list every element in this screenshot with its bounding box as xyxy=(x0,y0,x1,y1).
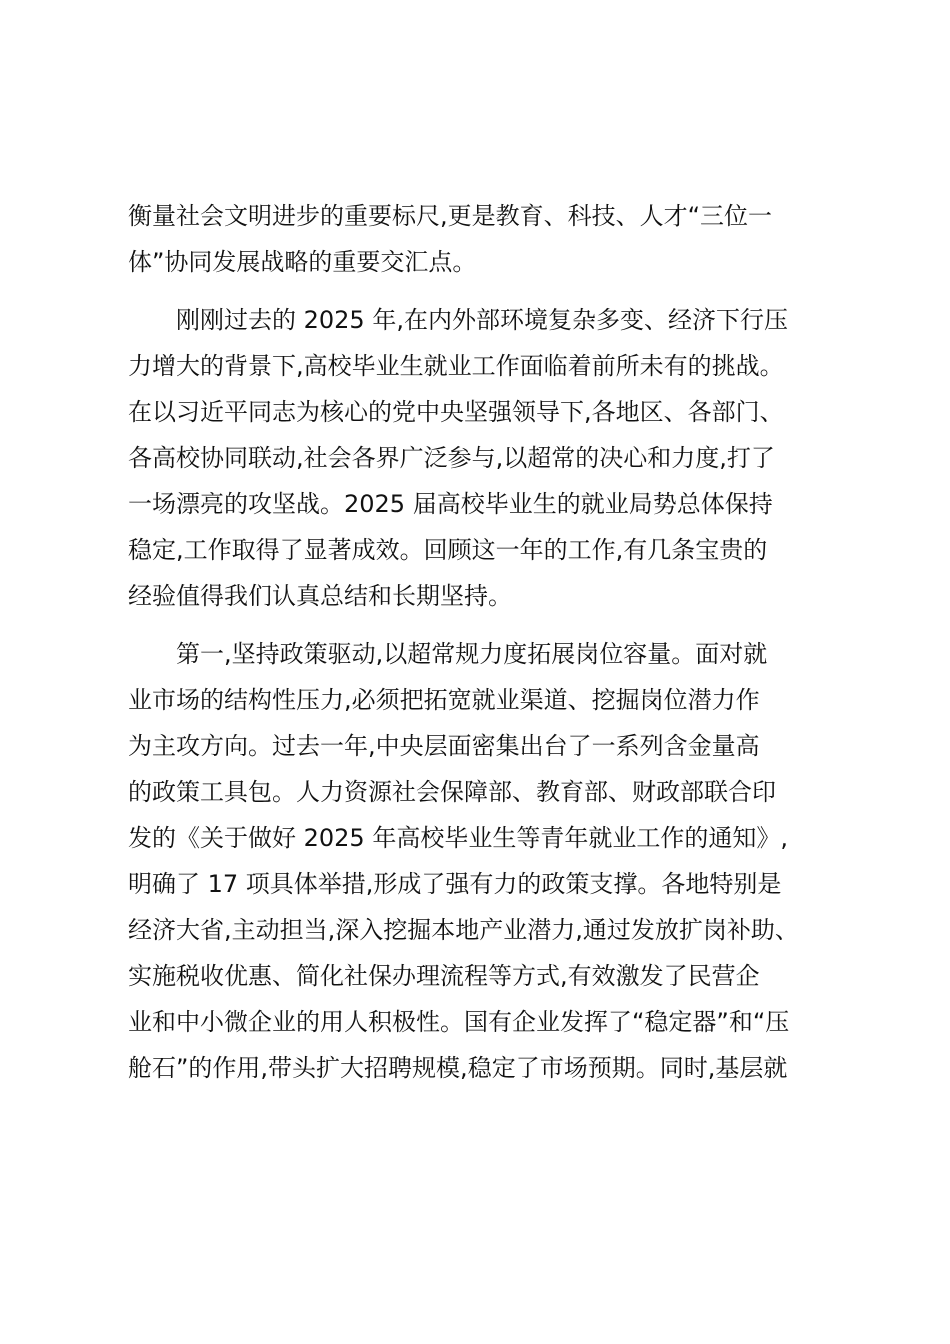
text-line: 力增大的背景下,高校毕业生就业工作面临着前所未有的挑战。 xyxy=(128,352,784,380)
text-line: 各高校协同联动,社会各界广泛参与,以超常的决心和力度,打了 xyxy=(128,444,775,472)
text-line: 业和中小微企业的用人积极性。国有企业发挥了“稳定器”和“压 xyxy=(128,1008,790,1036)
paragraph-2 xyxy=(128,297,848,619)
text-line: 在以习近平同志为核心的党中央坚强领导下,各地区、各部门、 xyxy=(128,398,784,426)
text-line: 舱石”的作用,带头扩大招聘规模,稳定了市场预期。同时,基层就 xyxy=(128,1054,788,1082)
text-line: 业市场的结构性压力,必须把拓宽就业渠道、挖掘岗位潜力作 xyxy=(128,686,760,714)
text-line: 经济大省,主动担当,深入挖掘本地产业潜力,通过发放扩岗补助、 xyxy=(128,916,799,944)
text-line: 为主攻方向。过去一年,中央层面密集出台了一系列含金量高 xyxy=(128,732,760,760)
text-line: 一场漂亮的攻坚战。2025 届高校毕业生的就业局势总体保持 xyxy=(128,490,773,518)
text-line: 发的《关于做好 2025 年高校毕业生等青年就业工作的通知》, xyxy=(128,824,788,852)
paragraph-1 xyxy=(128,193,848,285)
text-line: 衡量社会文明进步的重要标尺,更是教育、科技、人才“三位一 xyxy=(128,202,773,230)
text-line: 体”协同发展战略的重要交汇点。 xyxy=(128,248,477,276)
text-line: 稳定,工作取得了显著成效。回顾这一年的工作,有几条宝贵的 xyxy=(128,536,768,564)
text-line: 明确了 17 项具体举措,形成了强有力的政策支撑。各地特别是 xyxy=(128,870,782,898)
paragraph-3 xyxy=(128,631,848,1091)
text-line: 实施税收优惠、简化社保办理流程等方式,有效激发了民营企 xyxy=(128,962,760,990)
body-text xyxy=(128,193,848,1091)
text-line: 经验值得我们认真总结和长期坚持。 xyxy=(128,582,512,610)
text-line: 第一,坚持政策驱动,以超常规力度拓展岗位容量。面对就 xyxy=(128,640,768,668)
text-line: 的政策工具包。人力资源社会保障部、教育部、财政部联合印 xyxy=(128,778,776,806)
text-line: 刚刚过去的 2025 年,在内外部环境复杂多变、经济下行压 xyxy=(128,306,788,334)
